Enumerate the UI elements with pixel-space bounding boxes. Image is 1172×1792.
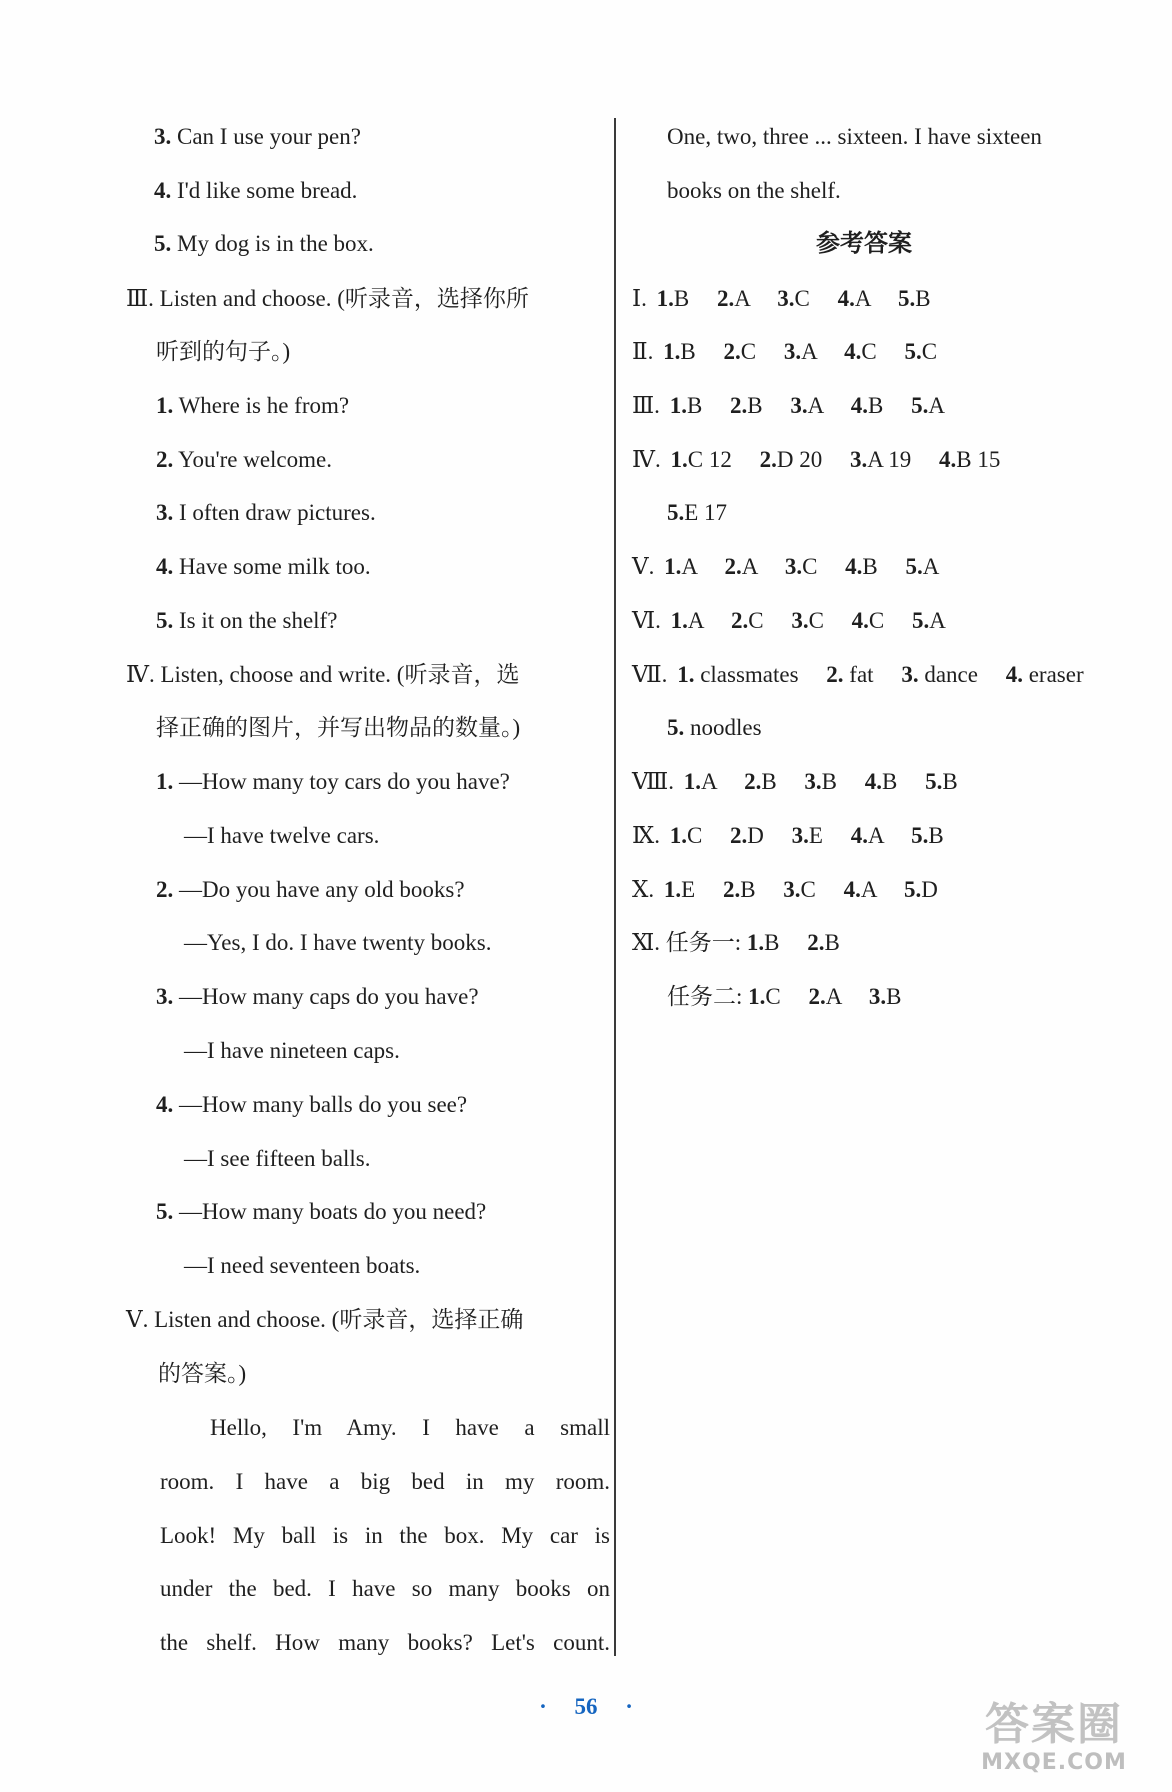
passage-line: Hello, I'm Amy. I have a small [210,1415,610,1440]
list-item-answer: —I see fifteen balls. [184,1146,371,1171]
answer-key-title: 参考答案 [816,231,912,257]
passage-line: One, two, three ... sixteen. I have sixteen [667,124,1042,149]
passage-line: under the bed. I have so many books on [160,1576,610,1601]
answer-row: Ⅸ. 1.C 2.D 3.E 4.A 5.B [632,823,944,848]
footer-dot: · [539,1694,547,1719]
list-item: 5. My dog is in the box. [154,231,374,256]
list-item: 4. Have some milk too. [156,554,371,579]
answer-row: Ⅰ. 1.B 2.A 3.C 4.A 5.B [632,286,931,311]
list-item-answer: —I have nineteen caps. [184,1038,400,1063]
answer-row-cont: 任务二: 1.C 2.A 3.B [667,984,902,1009]
answer-row: Ⅷ. 1.A 2.B 3.B 4.B 5.B [632,769,958,794]
answer-row: Ⅳ. 1.C 12 2.D 20 3.A 19 4.B 15 [632,447,1001,472]
list-item: 3. I often draw pictures. [156,500,376,525]
answer-row: Ⅲ. 1.B 2.B 3.A 4.B 5.A [632,393,945,418]
list-item: 2. —Do you have any old books? [156,877,465,902]
answer-row: Ⅹ. 1.E 2.B 3.C 4.A 5.D [632,877,938,902]
column-divider [614,118,616,1656]
section-heading-3: Ⅲ. Listen and choose. (听录音，选择你所 [126,286,529,311]
answer-row: Ⅶ. 1. classmates 2. fat 3. dance 4. eraser [632,662,1084,687]
list-item: 5. Is it on the shelf? [156,608,338,633]
list-item: 1. —How many toy cars do you have? [156,769,510,794]
passage-line: the shelf. How many books? Let's count. [160,1630,610,1655]
answer-row-cont: 5.E 17 [667,500,728,525]
footer-dot: · [625,1694,633,1719]
watermark-logo [954,1700,1154,1780]
section-heading-5-cont: 的答案。) [158,1361,247,1386]
list-item-answer: —I have twelve cars. [184,823,380,848]
answer-row: Ⅺ. 任务一: 1.B 2.B [632,930,840,955]
passage-line: books on the shelf. [667,178,841,203]
page-number: 56 [574,1694,598,1719]
answer-row-cont: 5. noodles [667,715,762,740]
list-item: 3. Can I use your pen? [154,124,361,149]
list-item-answer: —Yes, I do. I have twenty books. [184,930,492,955]
passage-line: Look! My ball is in the box. My car is [160,1523,610,1548]
section-heading-5: Ⅴ. Listen and choose. (听录音，选择正确 [126,1307,524,1332]
list-item: 2. You're welcome. [156,447,332,472]
answer-row: Ⅴ. 1.A 2.A 3.C 4.B 5.A [632,554,940,579]
list-item: 4. I'd like some bread. [154,178,358,203]
answer-row: Ⅵ. 1.A 2.C 3.C 4.C 5.A [632,608,946,633]
list-item-answer: —I need seventeen boats. [184,1253,421,1278]
watermark-url: MXQE.COM [981,1750,1127,1775]
list-item: 1. Where is he from? [156,393,350,418]
section-heading-3-cont: 听到的句子。) [156,339,291,364]
list-item: 3. —How many caps do you have? [156,984,479,1009]
list-item: 4. —How many balls do you see? [156,1092,468,1117]
list-item: 5. —How many boats do you need? [156,1199,487,1224]
watermark-text: 答案圈 [985,1699,1123,1750]
section-heading-4: Ⅳ. Listen, choose and write. (听录音，选 [126,662,520,687]
answer-row: Ⅱ. 1.B 2.C 3.A 4.C 5.C [632,339,938,364]
section-heading-4-cont: 择正确的图片，并写出物品的数量。) [156,715,521,740]
passage-line: room. I have a big bed in my room. [160,1469,610,1494]
